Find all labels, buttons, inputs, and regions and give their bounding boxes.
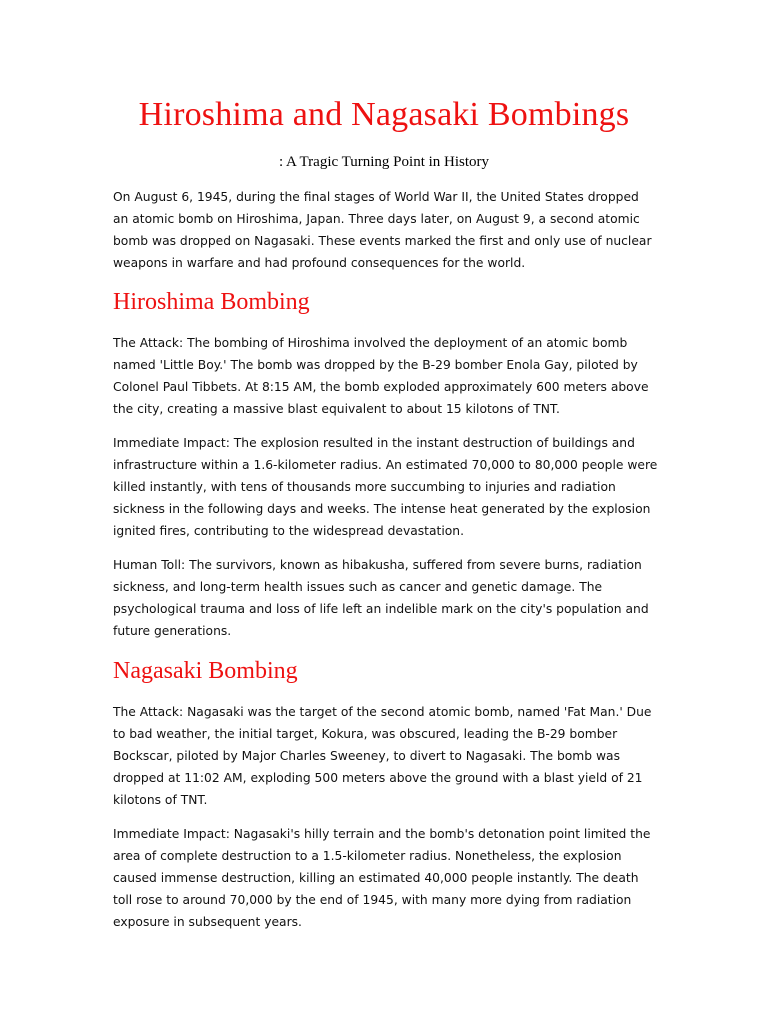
nagasaki-attack-paragraph: The Attack: Nagasaki was the target of the second atomic bomb, named 'Fat Man.' Due to bad weather, the initial target, Kokura, was obscured, leading the B-29 bomber Bockscar, piloted by Major Charles Sweeney, to divert to Nagasaki. The bomb was dropped at 11:02 AM, exploding 500 meters above the ground with a blast yield of 21 kilotons of TNT. xyxy=(113,705,652,807)
intro-paragraph: On August 6, 1945, during the final stages of World War II, the United States dropped an atomic bomb on Hiroshima, Japan. Three days later, on August 9, a second atomic bomb was dropped on Nagasaki. These events marked the first and only use of nuclear weapons in warfare and had profound consequences for the world. xyxy=(113,190,652,270)
document-subtitle: : A Tragic Turning Point in History xyxy=(278,154,490,170)
hiroshima-impact-paragraph: Immediate Impact: The explosion resulted in the instant destruction of buildings and infrastructure within a 1.6-kilometer radius. An estimated 70,000 to 80,000 people were killed instantly, with tens of thousands more succumbing to injuries and radiation sickness in the following days and weeks. The intense heat generated by the explosion ignited fires, contributing to the widespread devastation. xyxy=(113,436,658,538)
hiroshima-toll-paragraph: Human Toll: The survivors, known as hibakusha, suffered from severe burns, radiation sickness, and long-term health issues such as cancer and genetic damage. The psychological trauma and loss of life left an indelible mark on the city's population and future generations. xyxy=(113,558,649,638)
document-title: Hiroshima and Nagasaki Bombings xyxy=(138,96,630,133)
nagasaki-impact-paragraph: Immediate Impact: Nagasaki's hilly terrain and the bomb's detonation point limited the area of complete destruction to a 1.5-kilometer radius. Nonetheless, the explosion caused immense destruction, killing an estimated 40,000 people instantly. The death toll rose to around 70,000 by the end of 1945, with many more dying from radiation exposure in subsequent years. xyxy=(113,827,651,929)
section-heading-nagasaki: Nagasaki Bombing xyxy=(113,658,298,684)
section-heading-hiroshima: Hiroshima Bombing xyxy=(113,289,310,315)
hiroshima-attack-paragraph: The Attack: The bombing of Hiroshima involved the deployment of an atomic bomb named 'Little Boy.' The bomb was dropped by the B-29 bomber Enola Gay, piloted by Colonel Paul Tibbets. At 8:15 AM, the bomb exploded approximately 600 meters above the city, creating a massive blast equivalent to about 15 kilotons of TNT. xyxy=(113,336,649,416)
